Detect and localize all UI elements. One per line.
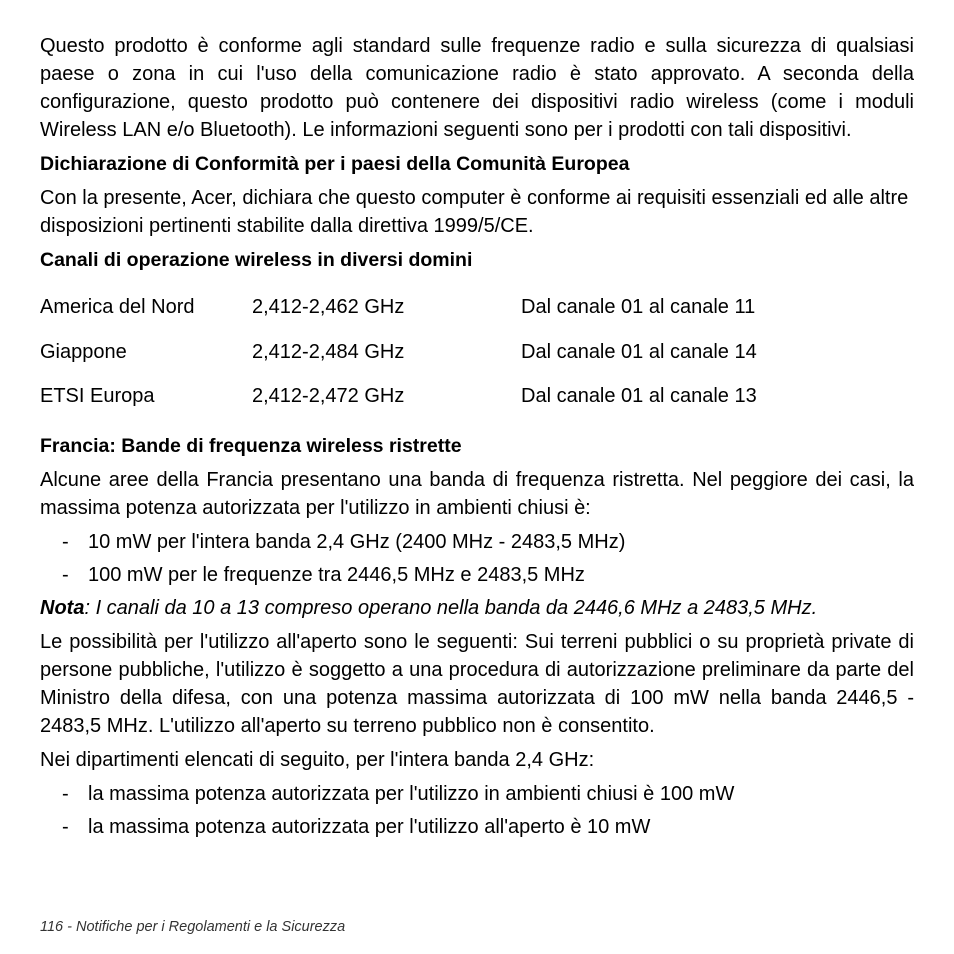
channel-region: ETSI Europa xyxy=(40,385,155,408)
list-item xyxy=(40,780,914,808)
france-indoor-list xyxy=(40,528,914,589)
intro-paragraph: Questo prodotto è conforme agli standard sulle frequenze radio e sulla sicurezza di qualsiasi paese o zona in cui l'uso della comunicazione radio è stato approvato. A seconda della configurazione, questo prodotto può contenere dei dispositivi radio wireless (come i moduli Wireless LAN e/o Bluetooth). Le informazioni seguenti sono per i prodotti con tali dispositivi. xyxy=(40,35,914,141)
list-item xyxy=(40,528,914,556)
list-item-text: 100 mW per le frequenze tra 2446,5 MHz e 2483,5 MHz xyxy=(88,563,585,586)
bullet-dash: - xyxy=(62,815,69,838)
note-text: : I canali da 10 a 13 compreso operano nella banda da 2446,6 MHz a 2483,5 MHz. xyxy=(84,596,818,619)
page-content xyxy=(40,32,914,846)
bullet-dash: - xyxy=(62,782,69,805)
wireless-channels-table xyxy=(40,285,914,419)
channel-region: Giappone xyxy=(40,340,127,363)
list-item-text: la massima potenza autorizzata per l'utilizzo in ambienti chiusi è 100 mW xyxy=(88,782,735,805)
channel-region: America del Nord xyxy=(40,296,195,319)
channel-frequency: 2,412-2,472 GHz xyxy=(252,385,405,408)
channel-frequency: 2,412-2,462 GHz xyxy=(252,296,405,319)
table-row xyxy=(40,374,914,419)
list-item xyxy=(40,561,914,589)
channel-range: Dal canale 01 al canale 13 xyxy=(521,385,757,408)
note xyxy=(40,594,914,622)
table-row xyxy=(40,330,914,375)
bullet-dash: - xyxy=(62,530,69,553)
page-footer: 116 - Notifiche per i Regolamenti e la Sicurezza xyxy=(40,919,346,935)
channel-range: Dal canale 01 al canale 14 xyxy=(521,340,757,363)
eu-declaration-text: Con la presente, Acer, dichiara che questo computer è conforme ai requisiti essenziali ed alle altre disposizioni pertinenti stabilite dalla direttiva 1999/5/CE. xyxy=(40,187,909,237)
table-row xyxy=(40,285,914,330)
list-item xyxy=(40,813,914,841)
france-restriction-text: Alcune aree della Francia presentano una banda di frequenza ristretta. Nel peggiore dei casi, la massima potenza autorizzata per l'utilizzo in ambienti chiusi è: xyxy=(40,468,914,519)
list-item-text: la massima potenza autorizzata per l'utilizzo all'aperto è 10 mW xyxy=(88,815,651,838)
france-heading: Francia: Bande di frequenza wireless ristrette xyxy=(40,434,462,457)
eu-declaration-heading: Dichiarazione di Conformità per i paesi della Comunità Europea xyxy=(40,153,630,175)
outdoor-use-text: Le possibilità per l'utilizzo all'aperto sono le seguenti: Sui terreni pubblici o su proprietà private di persone pubbliche, l'utilizzo è soggetto a una procedura di autorizzazione preliminare da parte del Ministro della difesa, con una potenza massima autorizzata di 100 mW nella banda 2446,5 - 2483,5 MHz. L'utilizzo all'aperto su terreno pubblico non è consentito. xyxy=(40,630,914,737)
channel-frequency: 2,412-2,484 GHz xyxy=(252,340,405,363)
note-label: Nota xyxy=(40,596,85,619)
departments-text: Nei dipartimenti elencati di seguito, per l'intera banda 2,4 GHz: xyxy=(40,748,595,771)
list-item-text: 10 mW per l'intera banda 2,4 GHz (2400 MHz - 2483,5 MHz) xyxy=(88,530,626,553)
bullet-dash: - xyxy=(62,563,69,586)
wireless-channels-heading: Canali di operazione wireless in diversi domini xyxy=(40,249,473,271)
departments-list xyxy=(40,780,914,841)
channel-range: Dal canale 01 al canale 11 xyxy=(521,296,756,319)
